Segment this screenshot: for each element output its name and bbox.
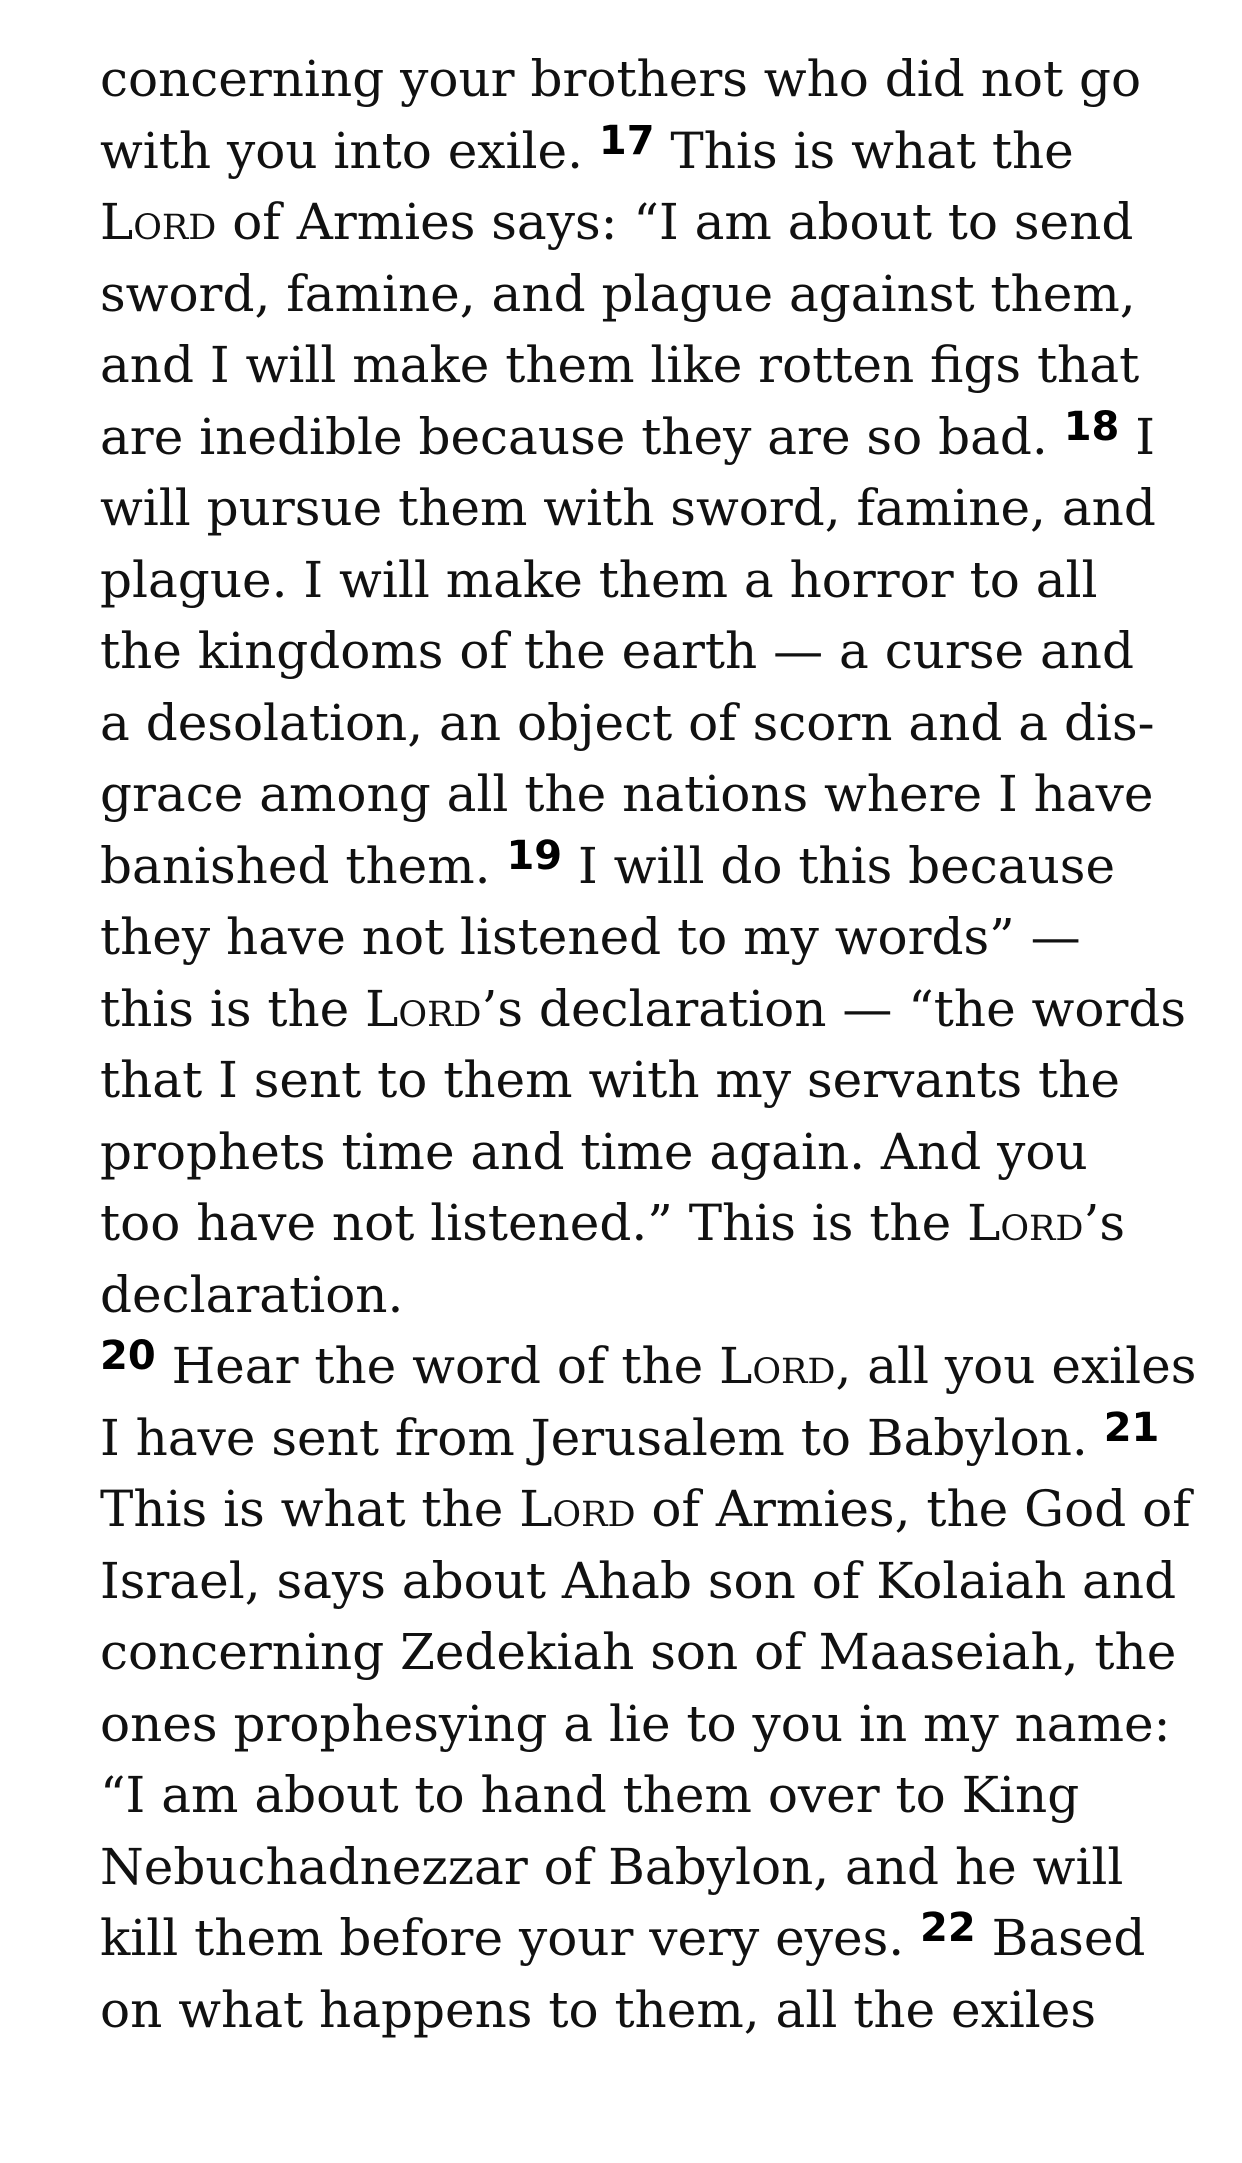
verse-text: are inedible because they are so bad. <box>100 407 1064 466</box>
text-line <box>100 1546 1180 1618</box>
verse-text: sword, famine, and plague against them, <box>100 264 1136 323</box>
verse-number: 17 <box>598 117 655 164</box>
divine-name-smallcaps: Lord <box>365 979 482 1038</box>
verse-text: Hear the word of the <box>155 1337 720 1395</box>
verse-text: they have not listened to my words” — <box>100 908 1081 966</box>
text-line <box>100 1474 1191 1546</box>
text-line <box>100 473 1180 545</box>
verse-text: declaration. <box>100 1265 404 1324</box>
text-line <box>100 902 1180 974</box>
verse-text: a desolation, an object of scorn and a dis- <box>100 693 1155 752</box>
verse-text: concerning your brothers who did not go <box>100 50 1142 108</box>
text-line <box>100 44 1180 116</box>
verse-text: will pursue them with sword, famine, and <box>100 479 1156 537</box>
text-line <box>100 688 1180 760</box>
text-line <box>100 831 1180 903</box>
divine-name-smallcaps: Lord <box>967 1194 1084 1252</box>
text-line <box>100 1903 1180 1975</box>
verse-text: this is the <box>100 979 366 1038</box>
verse-text: This is what the <box>100 1480 520 1538</box>
text-line <box>100 1331 1197 1403</box>
text-line <box>100 402 1180 474</box>
verse-number: 18 <box>1063 403 1120 450</box>
verse-text: of Armies says: “I am about to send <box>216 193 1134 251</box>
verse-text: Israel, says about Ahab son of Kolaiah and <box>100 1551 1177 1610</box>
text-line <box>100 330 1180 402</box>
verse-number: 20 <box>100 1333 156 1379</box>
text-line <box>100 1975 1180 2047</box>
text-line <box>100 116 1180 188</box>
divine-name-smallcaps: Lord <box>100 193 217 251</box>
text-line <box>100 545 1180 617</box>
scripture-text <box>100 44 1197 2046</box>
text-line <box>100 1403 1180 1475</box>
text-line <box>100 1188 1180 1260</box>
verse-text: and I will make them like rotten figs that <box>100 336 1140 394</box>
verse-text: Based <box>975 1909 1146 1967</box>
text-line <box>100 616 1180 688</box>
divine-name-smallcaps: Lord <box>519 1480 636 1538</box>
text-line <box>100 1832 1180 1904</box>
verse-text: ’s <box>1083 1194 1125 1252</box>
divine-name-smallcaps: Lord <box>719 1337 836 1395</box>
text-line <box>100 259 1180 331</box>
verse-text: I have sent from Jerusalem to Babylon. <box>100 1408 1104 1467</box>
verse-text: of Armies, the God of <box>635 1480 1191 1538</box>
verse-text: the kingdoms of the earth — a curse and <box>100 622 1134 680</box>
verse-text: ones prophesying a lie to you in my name: <box>100 1694 1171 1753</box>
verse-text: I will do this because <box>562 836 1116 895</box>
text-line <box>100 1689 1180 1761</box>
text-line <box>100 1045 1180 1117</box>
verse-text: , all you exiles <box>835 1337 1197 1395</box>
verse-text: grace among all the nations where I have <box>100 765 1154 823</box>
verse-text: I <box>1119 407 1156 466</box>
text-line <box>100 1260 1180 1332</box>
text-line <box>100 1617 1180 1689</box>
verse-text: prophets time and time again. And you <box>100 1122 1088 1181</box>
text-line <box>100 1117 1180 1189</box>
verse-text: too have not listened.” This is the <box>100 1194 968 1252</box>
verse-text: kill them before your very eyes. <box>100 1909 921 1967</box>
verse-text: plague. I will make them a horror to all <box>100 550 1098 609</box>
verse-text: on what happens to them, all the exiles <box>100 1980 1097 2039</box>
verse-text: banished them. <box>100 836 507 895</box>
verse-text: that I sent to them with my servants the <box>100 1051 1120 1109</box>
verse-text: ’s declaration — “the words <box>481 979 1187 1038</box>
verse-text: “I am about to hand them over to King <box>100 1766 1080 1824</box>
verse-text: Nebuchadnezzar of Babylon, and he will <box>100 1837 1124 1896</box>
text-line <box>100 1760 1180 1832</box>
verse-number: 19 <box>506 832 563 879</box>
verse-text: with you into exile. <box>100 121 599 180</box>
verse-number: 21 <box>1103 1404 1160 1451</box>
text-line <box>100 759 1180 831</box>
text-line <box>100 187 1180 259</box>
text-line <box>100 974 1187 1046</box>
verse-number: 22 <box>920 1905 976 1951</box>
verse-text: concerning Zedekiah son of Maaseiah, the <box>100 1623 1177 1681</box>
verse-text: This is what the <box>654 121 1074 180</box>
